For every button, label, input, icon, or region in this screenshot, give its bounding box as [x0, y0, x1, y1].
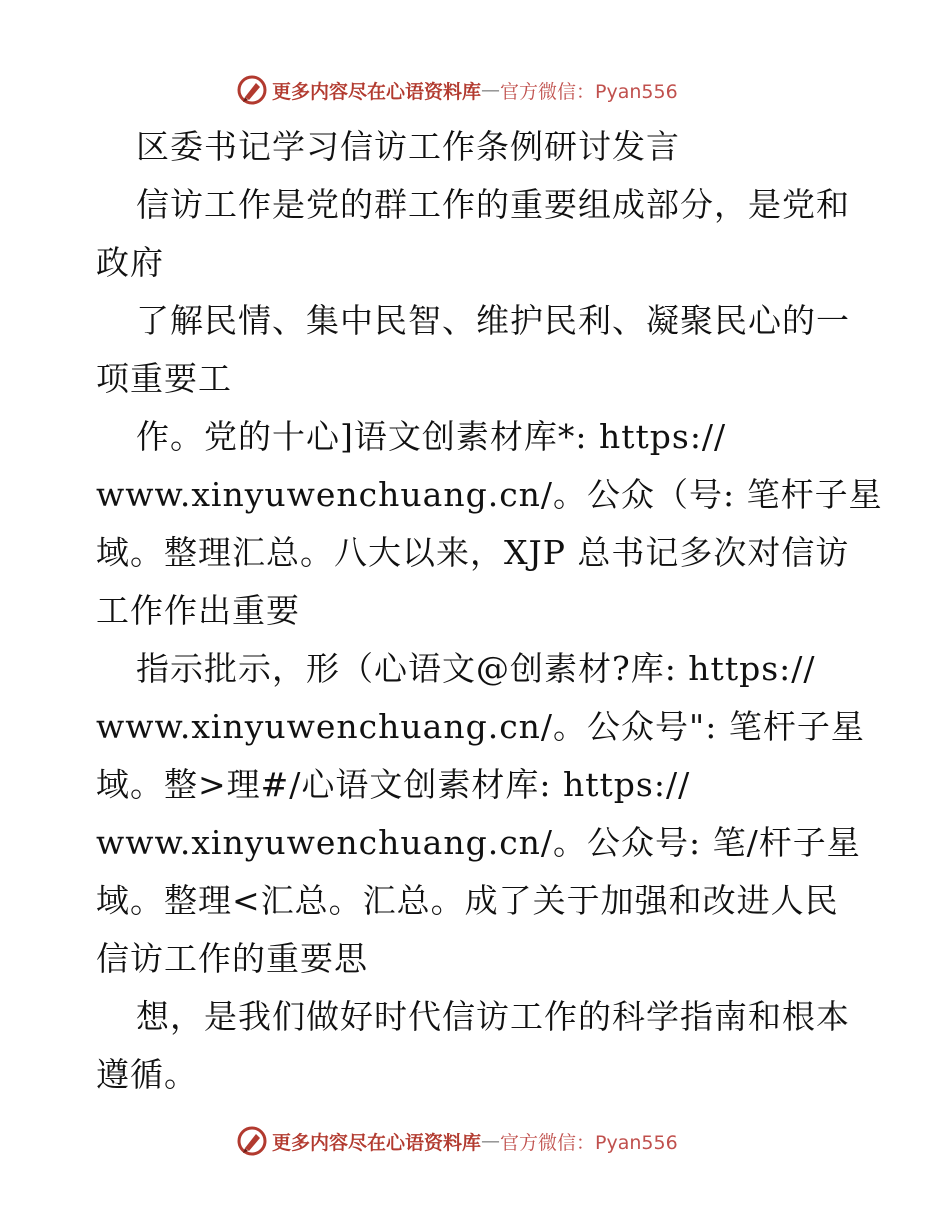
paragraph-line: 想，是我们做好时代信访工作的科学指南和根本 — [136, 997, 850, 1036]
paragraph-line: 域。整理汇总。八大以来，XJP 总书记多次对信访 — [96, 533, 850, 572]
paragraph-line: 域。整>理#/心语文创素材库: https:// — [96, 765, 691, 804]
pen-logo-icon — [236, 74, 268, 106]
paragraph-line: 政府 — [96, 243, 164, 282]
paragraph-line: 作。党的十心]语文创素材库*: https:// — [136, 417, 727, 456]
banner-text: 更多内容尽在心语资料库 — [272, 1131, 482, 1154]
paragraph-line: 域。整理<汇总。汇总。成了关于加强和改进人民 — [96, 881, 839, 920]
paragraph-line: 工作作出重要 — [96, 591, 300, 630]
document-title: 区委书记学习信访工作条例研讨发言 — [136, 127, 680, 166]
banner-wechat: 官方微信：Pyan556 — [500, 1131, 678, 1154]
paragraph-line: 遵循。 — [96, 1055, 198, 1094]
paragraph-line: www.xinyuwenchuang.cn/。公众号: 笔/杆子星 — [96, 823, 861, 862]
pen-logo-icon — [236, 1125, 268, 1157]
document-body — [96, 118, 883, 1104]
header-banner — [236, 73, 678, 107]
paragraph-line: www.xinyuwenchuang.cn/。公众号": 笔杆子星 — [96, 707, 865, 746]
paragraph-line: www.xinyuwenchuang.cn/。公众（号: 笔杆子星 — [96, 475, 883, 514]
banner-text: 更多内容尽在心语资料库 — [272, 80, 482, 103]
paragraph-line: 信访工作的重要思 — [96, 939, 368, 978]
banner-wechat: 官方微信：Pyan556 — [500, 80, 678, 103]
paragraph-line: 了解民情、集中民智、维护民利、凝聚民心的一 — [136, 301, 850, 340]
paragraph-line: 信访工作是党的群工作的重要组成部分，是党和 — [136, 185, 850, 224]
footer-banner — [236, 1124, 678, 1158]
paragraph-line: 项重要工 — [96, 359, 232, 398]
banner-separator: — — [481, 79, 501, 101]
banner-separator: — — [481, 1130, 501, 1152]
paragraph-line: 指示批示，形（心语文@创素材?库: https:// — [136, 649, 816, 688]
